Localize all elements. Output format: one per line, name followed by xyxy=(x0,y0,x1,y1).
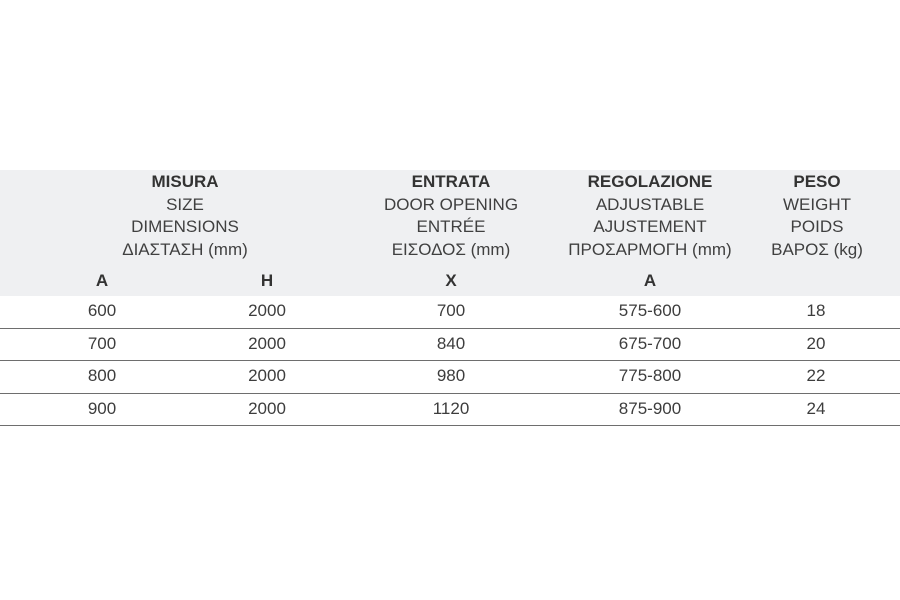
header-size-en: SIZE xyxy=(166,194,204,214)
cell-a: 800 xyxy=(87,366,117,385)
cell-x: 700 xyxy=(436,301,466,320)
header-size-it: MISURA xyxy=(151,172,219,191)
header-weight xyxy=(742,170,892,261)
header-weight-it: PESO xyxy=(793,172,841,191)
cell-weight: 20 xyxy=(806,333,826,353)
header-adj-gr: ΠΡΟΣΑΡΜΟΓΗ (mm) xyxy=(568,239,732,259)
cell-weight: 24 xyxy=(806,398,826,418)
cell-weight: 22 xyxy=(806,366,826,385)
subheader-a: A xyxy=(95,271,109,290)
header-size xyxy=(85,170,285,261)
subheader-h: H xyxy=(260,271,274,290)
cell-h: 2000 xyxy=(248,333,286,353)
cell-adjust: 675-700 xyxy=(618,333,682,353)
cell-adjust: 575-600 xyxy=(618,301,682,320)
table-row xyxy=(0,361,900,394)
header-adj-fr: AJUSTEMENT xyxy=(593,217,707,236)
header-door-opening xyxy=(351,170,551,261)
subheader-adjust-a: A xyxy=(643,271,657,290)
header-size-gr: ΔΙΑΣΤΑΣΗ (mm) xyxy=(122,239,248,259)
header-size-fr: DIMENSIONS xyxy=(131,217,239,236)
header-door-it: ENTRATA xyxy=(411,172,491,191)
cell-weight: 18 xyxy=(806,301,826,320)
header-weight-gr: ΒΑΡΟΣ (kg) xyxy=(771,239,863,259)
table-row xyxy=(0,394,900,427)
header-adjustable xyxy=(540,170,760,261)
cell-a: 700 xyxy=(87,333,117,353)
table-row xyxy=(0,296,900,329)
cell-x: 840 xyxy=(436,333,466,353)
subheader-x: X xyxy=(445,271,457,290)
cell-a: 600 xyxy=(87,301,117,320)
cell-x: 1120 xyxy=(432,398,470,418)
header-weight-fr: POIDS xyxy=(790,217,844,236)
table-header xyxy=(0,170,900,296)
cell-h: 2000 xyxy=(248,301,286,320)
cell-h: 2000 xyxy=(248,398,286,418)
cell-adjust: 875-900 xyxy=(618,398,682,418)
cell-h: 2000 xyxy=(248,366,286,385)
header-adj-it: REGOLAZIONE xyxy=(587,172,713,191)
cell-adjust: 775-800 xyxy=(618,366,682,385)
dimensions-table xyxy=(0,170,900,426)
header-adj-en: ADJUSTABLE xyxy=(595,194,705,214)
cell-a: 900 xyxy=(87,398,117,418)
header-door-fr: ENTRÉE xyxy=(416,217,486,236)
table-row xyxy=(0,329,900,362)
header-door-en: DOOR OPENING xyxy=(383,194,519,214)
header-weight-en: WEIGHT xyxy=(783,194,851,214)
header-door-gr: ΕΙΣΟΔΟΣ (mm) xyxy=(391,239,511,259)
cell-x: 980 xyxy=(436,366,466,385)
